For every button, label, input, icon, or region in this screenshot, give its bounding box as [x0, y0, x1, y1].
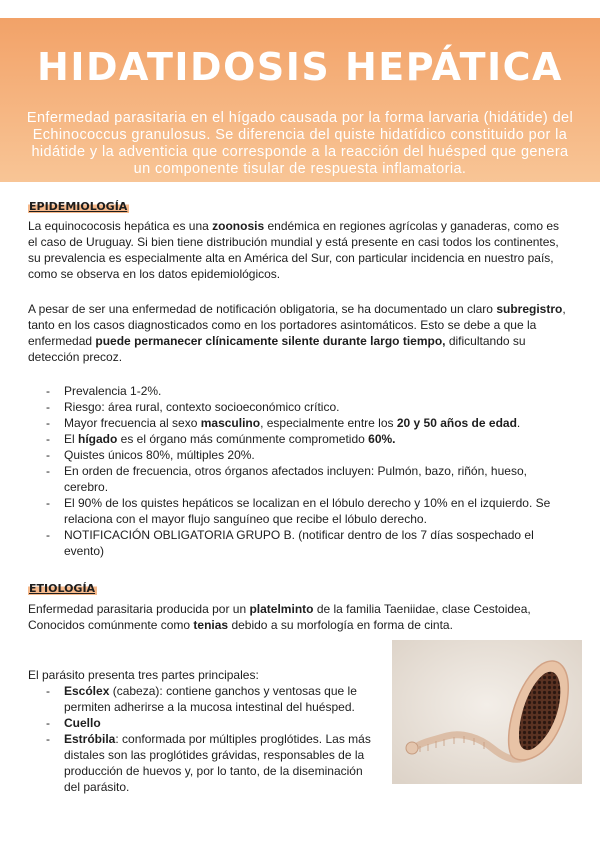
bold-phrase-silente: puede permanecer clínicamente silente durante largo tiempo, [95, 334, 446, 348]
text-run: , tanto en los casos diagnosticados como en los portadores asintomáticos. Esto se debe a que la enfermedad [28, 302, 566, 348]
bold-term: Escólex [64, 684, 110, 698]
etiologia-paragraph-2: El parásito presenta tres partes principales: [28, 668, 259, 682]
etiologia-list [28, 683, 378, 795]
list-item: - El 90% de los quistes hepáticos se localizan en el lóbulo derecho y 10% en el izquierdo. Se relaciona con el mayor flujo sanguíneo que recibe el lóbulo derecho. [28, 495, 568, 527]
tapeworm-illustration [392, 640, 582, 784]
epidemiologia-list [28, 383, 568, 559]
title-banner [0, 18, 600, 182]
list-item: - Prevalencia 1-2%. [28, 383, 568, 399]
bold-term-zoonosis: zoonosis [212, 219, 265, 233]
list-item [28, 431, 568, 447]
text-run: La equinococosis hepática es una [28, 219, 213, 233]
epidemiologia-paragraph-2 [28, 301, 568, 365]
page-title: HIDATIDOSIS HEPÁTICA [37, 45, 563, 89]
text-run: El [64, 432, 79, 446]
bold-term-tenias: tenias [193, 618, 229, 632]
list-item [28, 415, 568, 431]
etiologia-paragraph-1 [28, 601, 568, 633]
section-title-etiologia: ETIOLOGÍA [29, 582, 96, 595]
text-run: Enfermedad parasitaria producida por un [28, 602, 250, 616]
text-run: es el órgano más comúnmente comprometido [117, 432, 369, 446]
tapeworm-photo [392, 640, 582, 784]
bold-term: 20 y 50 años de edad [396, 416, 517, 430]
page-subtitle: Enfermedad parasitaria en el hígado causada por la forma larvaria (hidátide) del Echinococcus granulosus. Se diferencia del quiste hidatídico constituido por la hidátide y la adventicia que corresponde a la reacción del huésped que genera un componente tisular de respuesta inflamatoria. [26, 110, 574, 177]
text-run: endémica en regiones agrícolas y ganaderas, como es el caso de Uruguay. Si bien tiene distribución mundial y está presente en casi todos los continentes, su prevalencia es especialmente alta en América del Sur, con particular incidencia en nuestro país, como se observa en los datos epidemiológicos. [28, 219, 559, 281]
bold-term: Cuello [64, 716, 101, 730]
list-item: - Riesgo: área rural, contexto socioeconómico crítico. [28, 399, 568, 415]
text-run: (cabeza): contiene ganchos y ventosas que le permiten adherirse a la mucosa intestinal del huésped. [64, 684, 357, 714]
bold-term: 60%. [368, 432, 396, 446]
list-item: - Quistes únicos 80%, múltiples 20%. [28, 447, 568, 463]
text-run: A pesar de ser una enfermedad de notificación obligatoria, se ha documentado un claro [28, 302, 497, 316]
text-run: Mayor frecuencia al sexo [64, 416, 201, 430]
text-run: . [516, 416, 521, 430]
list-item: - En orden de frecuencia, otros órganos afectados incluyen: Pulmón, bazo, riñón, hueso, cerebro. [28, 463, 568, 495]
list-item [28, 715, 378, 731]
bold-term: Estróbila [64, 732, 116, 746]
list-item: - NOTIFICACIÓN OBLIGATORIA GRUPO B. (notificar dentro de los 7 días sospechado el evento) [28, 527, 568, 559]
text-run: debido a su morfología en forma de cinta. [228, 618, 453, 632]
section-title-epidemiologia: EPIDEMIOLOGÍA [29, 200, 128, 213]
epidemiologia-paragraph-1 [28, 218, 568, 282]
bold-term-platelminto: platelminto [249, 602, 314, 616]
bold-term-subregistro: subregistro [496, 302, 563, 316]
text-run: , especialmente entre los [260, 416, 397, 430]
bold-term: masculino [200, 416, 261, 430]
text-run: : conformada por múltiples proglótides. Las más distales son las proglótides grávidas, responsables de la producción de huevos y, por lo tanto, de la diseminación del parásito. [64, 732, 371, 794]
list-item [28, 683, 378, 715]
list-item [28, 731, 378, 795]
bold-term: hígado [78, 432, 118, 446]
text-run: de la familia Taeniidae, clase Cestoidea, Conocidos comúnmente como [28, 602, 531, 632]
text-run: dificultando su detección precoz. [28, 334, 526, 364]
